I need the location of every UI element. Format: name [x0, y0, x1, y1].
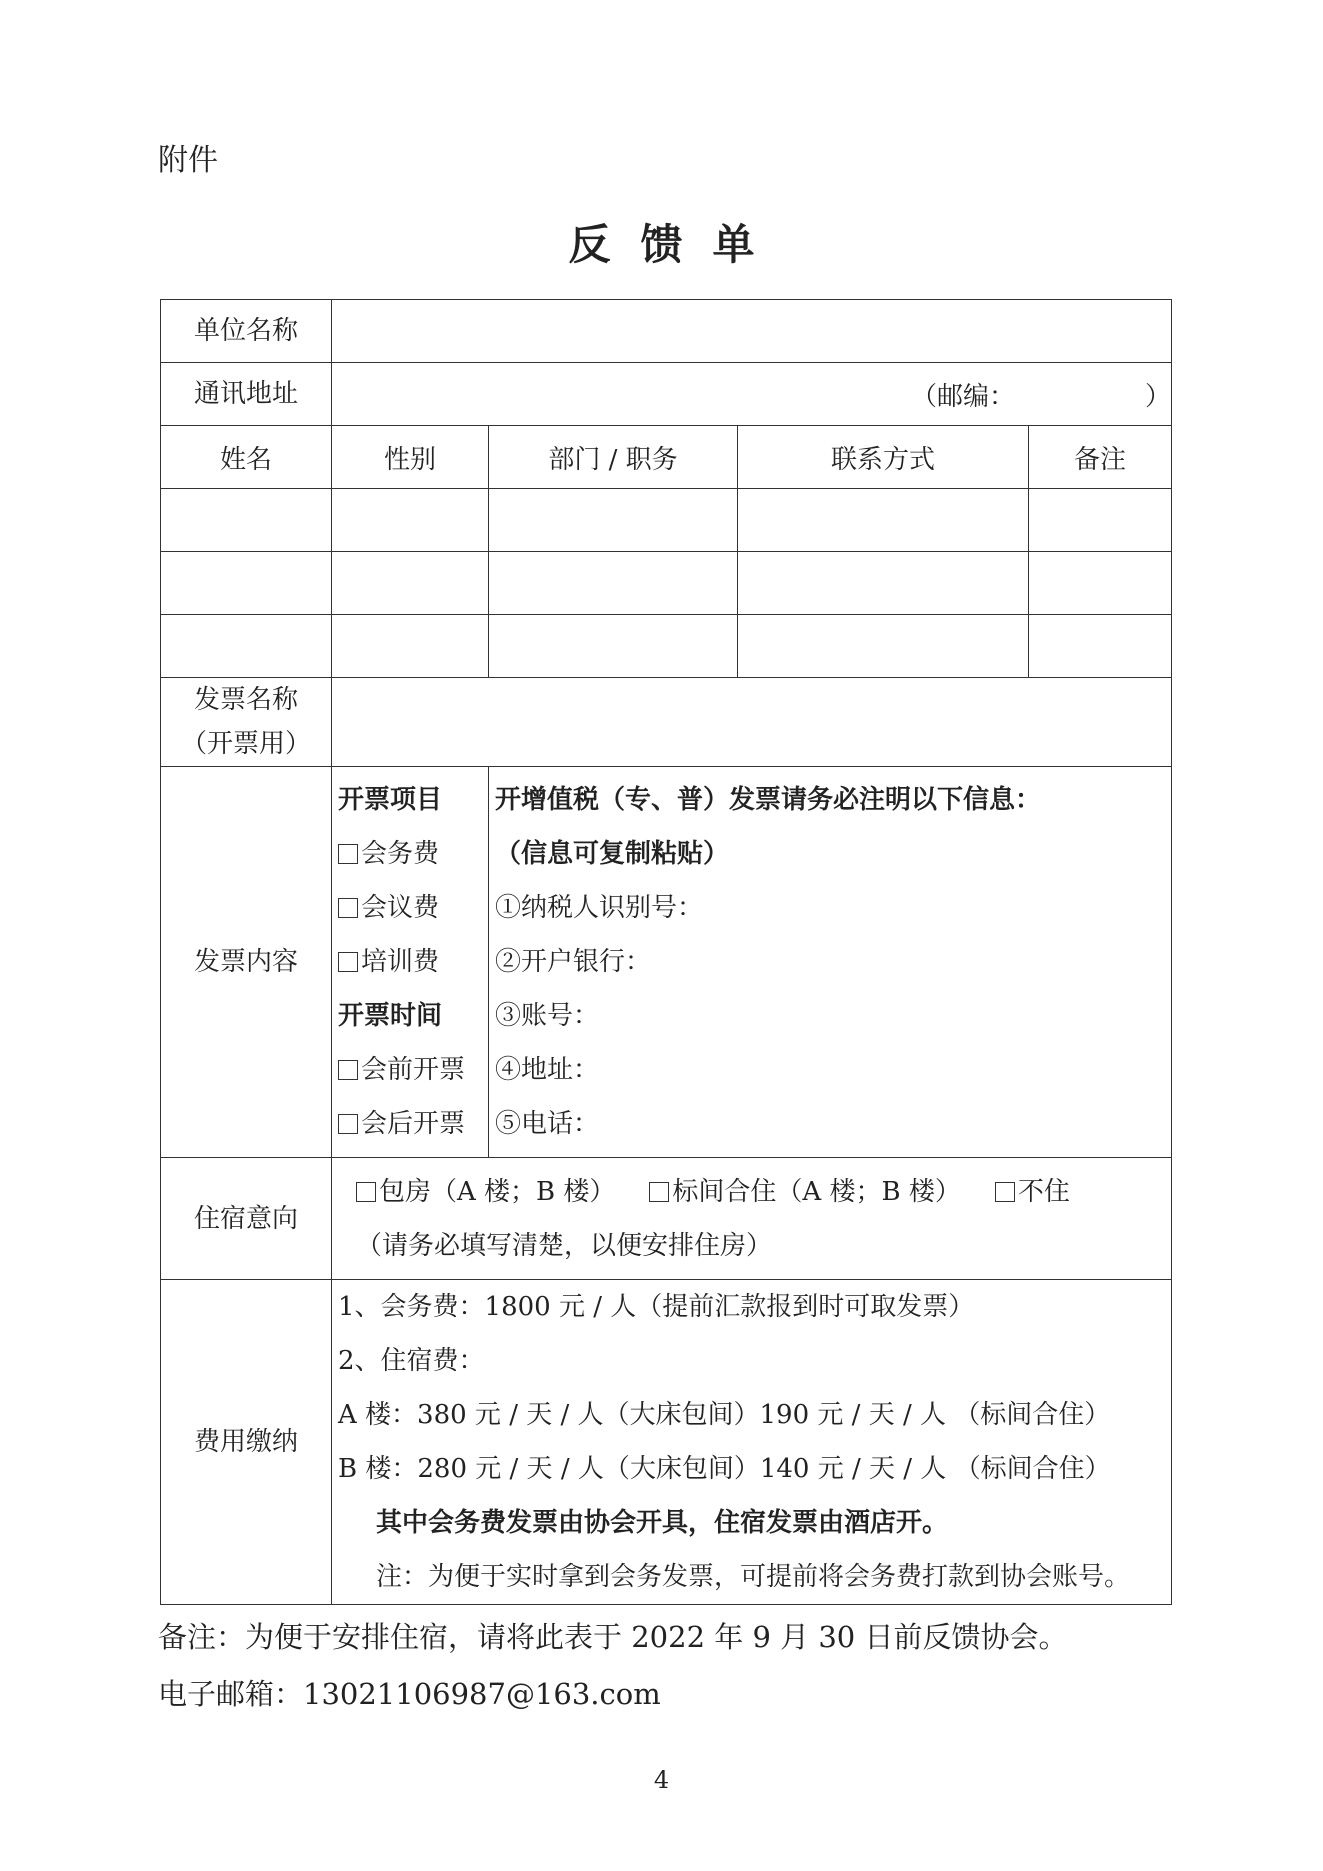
gender-cell[interactable]: [332, 615, 489, 678]
page-title: 反馈单: [568, 220, 785, 269]
vat-field-phone[interactable]: ⑤电话：: [495, 1109, 600, 1139]
vat-subheading: （信息可复制粘贴）: [495, 839, 730, 869]
dept-cell[interactable]: [489, 615, 738, 678]
invoice-name-label-line2: （开票用）: [180, 729, 311, 759]
row-column-headers: [161, 426, 1172, 489]
checkbox-icon[interactable]: [356, 1182, 376, 1202]
invoice-item-option[interactable]: 培训费: [338, 935, 488, 989]
invoice-time-heading: 开票时间: [338, 1001, 443, 1031]
unit-name-label: 单位名称: [161, 300, 332, 363]
fee-line: 2、住宿费：: [338, 1346, 485, 1376]
fee-cell: [332, 1280, 1172, 1605]
contact-cell[interactable]: [738, 489, 1029, 552]
footer-remark: 备注：为便于安排住宿，请将此表于 2022 年 9 月 30 日前反馈协会。: [158, 1620, 1068, 1654]
contact-cell[interactable]: [738, 615, 1029, 678]
invoice-time-option[interactable]: 会后开票: [338, 1097, 488, 1151]
checkbox-icon[interactable]: [995, 1182, 1015, 1202]
invoice-item-option[interactable]: 会务费: [338, 827, 488, 881]
vat-field-bank[interactable]: ②开户银行：: [495, 947, 652, 977]
gender-cell[interactable]: [332, 489, 489, 552]
name-cell[interactable]: [161, 552, 332, 615]
lodging-option-suite[interactable]: 包房（A 楼；B 楼）: [356, 1177, 615, 1207]
vat-heading: 开增值税（专、普）发票请务必注明以下信息：: [495, 785, 1042, 815]
lodging-cell: [332, 1158, 1172, 1280]
table-row: [161, 552, 1172, 615]
table-row: [161, 615, 1172, 678]
col-header-gender: 性别: [332, 426, 489, 489]
row-invoice-content: [161, 767, 1172, 1158]
invoice-name-field[interactable]: [332, 678, 1172, 767]
remark-cell[interactable]: [1029, 489, 1172, 552]
feedback-form-table: [160, 299, 1172, 1605]
attachment-label: 附件: [158, 143, 218, 178]
fee-line: A 楼：380 元 / 天 / 人（大床包间）190 元 / 天 / 人 （标间合住）: [338, 1400, 1111, 1430]
lodging-option-none[interactable]: 不住: [995, 1177, 1070, 1207]
vat-field-address[interactable]: ④地址：: [495, 1055, 600, 1085]
invoice-options-cell: [332, 767, 489, 1158]
page-number: 4: [653, 1766, 670, 1794]
vat-info-cell: [489, 767, 1172, 1158]
name-cell[interactable]: [161, 489, 332, 552]
remark-cell[interactable]: [1029, 552, 1172, 615]
address-field[interactable]: [332, 363, 1172, 426]
col-header-name: 姓名: [161, 426, 332, 489]
lodging-note: （请务必填写清楚，以便安排住房）: [356, 1230, 773, 1261]
postcode-label: （邮编：: [910, 381, 1015, 412]
fee-line: 1、会务费：1800 元 / 人（提前汇款报到时可取发票）: [338, 1292, 975, 1322]
lodging-option-shared[interactable]: 标间合住（A 楼；B 楼）: [649, 1177, 960, 1207]
col-header-remark: 备注: [1029, 426, 1172, 489]
dept-cell[interactable]: [489, 489, 738, 552]
invoice-item-option[interactable]: 会议费: [338, 881, 488, 935]
checkbox-icon[interactable]: [649, 1182, 669, 1202]
vat-field-account[interactable]: ③账号：: [495, 1001, 600, 1031]
fee-line: B 楼：280 元 / 天 / 人（大床包间）140 元 / 天 / 人 （标间合住）: [338, 1454, 1111, 1484]
row-unit-name: [161, 300, 1172, 363]
invoice-time-option[interactable]: 会前开票: [338, 1043, 488, 1097]
invoice-items-heading: 开票项目: [338, 785, 443, 815]
unit-name-field[interactable]: [332, 300, 1172, 363]
remark-cell[interactable]: [1029, 615, 1172, 678]
col-header-dept-title: 部门 / 职务: [489, 426, 738, 489]
lodging-label: 住宿意向: [161, 1158, 332, 1280]
row-invoice-name: [161, 678, 1172, 767]
checkbox-icon[interactable]: [338, 898, 358, 918]
contact-cell[interactable]: [738, 552, 1029, 615]
checkbox-icon[interactable]: [338, 1114, 358, 1134]
row-fees: [161, 1280, 1172, 1605]
invoice-name-label: [161, 678, 332, 767]
dept-cell[interactable]: [489, 552, 738, 615]
fee-bold-line: 其中会务费发票由协会开具，住宿发票由酒店开。: [376, 1508, 949, 1538]
footer-email: 电子邮箱：13021106987@163.com: [158, 1677, 661, 1711]
vat-field-taxpayer-id[interactable]: ①纳税人识别号：: [495, 893, 704, 923]
row-lodging: [161, 1158, 1172, 1280]
name-cell[interactable]: [161, 615, 332, 678]
postcode-close: ）: [1144, 381, 1171, 412]
fee-note: 注：为便于实时拿到会务发票，可提前将会务费打款到协会账号。: [376, 1562, 1131, 1592]
gender-cell[interactable]: [332, 552, 489, 615]
address-label: 通讯地址: [161, 363, 332, 426]
col-header-contact: 联系方式: [738, 426, 1029, 489]
fee-label: 费用缴纳: [161, 1280, 332, 1605]
checkbox-icon[interactable]: [338, 1060, 358, 1080]
table-row: [161, 489, 1172, 552]
checkbox-icon[interactable]: [338, 952, 358, 972]
invoice-content-label: 发票内容: [161, 767, 332, 1158]
row-address: [161, 363, 1172, 426]
checkbox-icon[interactable]: [338, 844, 358, 864]
invoice-name-label-line1: 发票名称: [193, 685, 298, 715]
